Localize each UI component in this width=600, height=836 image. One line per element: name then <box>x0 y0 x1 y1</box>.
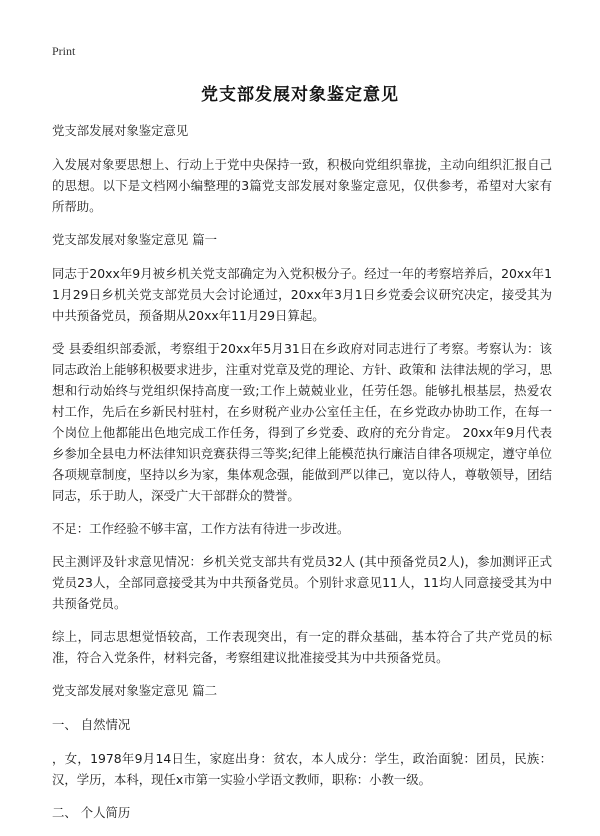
section-heading-part-two: 党支部发展对象鉴定意见 篇二 <box>52 683 218 698</box>
document-body <box>52 120 552 836</box>
print-label: Print <box>52 44 76 58</box>
intro-paragraph: 入发展对象要思想上、行动上于党中央保持一致，积极向党组织靠拢，主动向组织汇报自己的思想。以下是文档网小编整理的3篇党支部发展对象鉴定意见，仅供参考，希望对大家有所帮助。 <box>52 157 552 214</box>
paragraph-evaluation: 民主测评及针求意见情况：乡机关党支部共有党员32人 (其中预备党员2人)，参加测评正式党员23人，全部同意接受其为中共预备党员。个别针求意见11人，11均人同意接受其为中共预备党员。 <box>52 554 552 611</box>
paragraph-membership-history: 同志于20xx年9月被乡机关党支部确定为入党积极分子。经过一年的考察培养后，20xx年11月29日乡机关党支部党员大会讨论通过，20xx年3月1日乡党委会议研究决定，接受其为中共预备党员，预备期从20xx年11月29日算起。 <box>52 266 552 323</box>
paragraph-shortcomings: 不足：工作经验不够丰富，工作方法有待进一步改进。 <box>52 521 350 536</box>
paragraph-conclusion: 综上，同志思想觉悟较高，工作表现突出，有一定的群众基础，基本符合了共产党员的标准，符合入党条件，材料完备，考察组建议批准接受其为中共预备党员。 <box>52 629 552 665</box>
paragraph-personal-details: ，女，1978年9月14日生，家庭出身：贫农，本人成分：学生，政治面貌：团员，民族：汉，学历，本科，现任x市第一实验小学语文教师，职称：小教一级。 <box>52 751 552 787</box>
section-heading-part-one: 党支部发展对象鉴定意见 篇一 <box>52 232 218 247</box>
paragraph-inspection-findings: 受 县委组织部委派，考察组于20xx年5月31日在乡政府对同志进行了考察。考察认为：该同志政治上能够积极要求进步，注重对党章及党的理论、方针、政策和 法律法规的学习，思想和行动始终与党组织保持高度一致;工作上兢兢业业，任劳任怨。能够扎根基层，热爱农 村工作，先后在乡新民村驻村，在乡财税产业办公室任主任，在乡党政办协助工作，在每一个岗位上他都能出色地完成工作任务，得到了乡党委、政府的充分肯定。 20xx年9月代表乡参加全县电力杯法律知识竞赛获得三等奖;纪律上能模范执行廉洁自律各项规定，遵守单位各项规章制度，坚持以乡为家，集体观念强，能做到严以律己，宽以待人，尊敬领导，团结同志，乐于助人，深受广大干部群众的赞誉。 <box>52 341 552 503</box>
section-heading-intro: 党支部发展对象鉴定意见 <box>52 123 189 138</box>
subheading-resume: 二、 个人简历 <box>52 805 131 820</box>
document-title: 党支部发展对象鉴定意见 <box>201 85 399 105</box>
subheading-natural-info: 一、 自然情况 <box>52 717 131 732</box>
